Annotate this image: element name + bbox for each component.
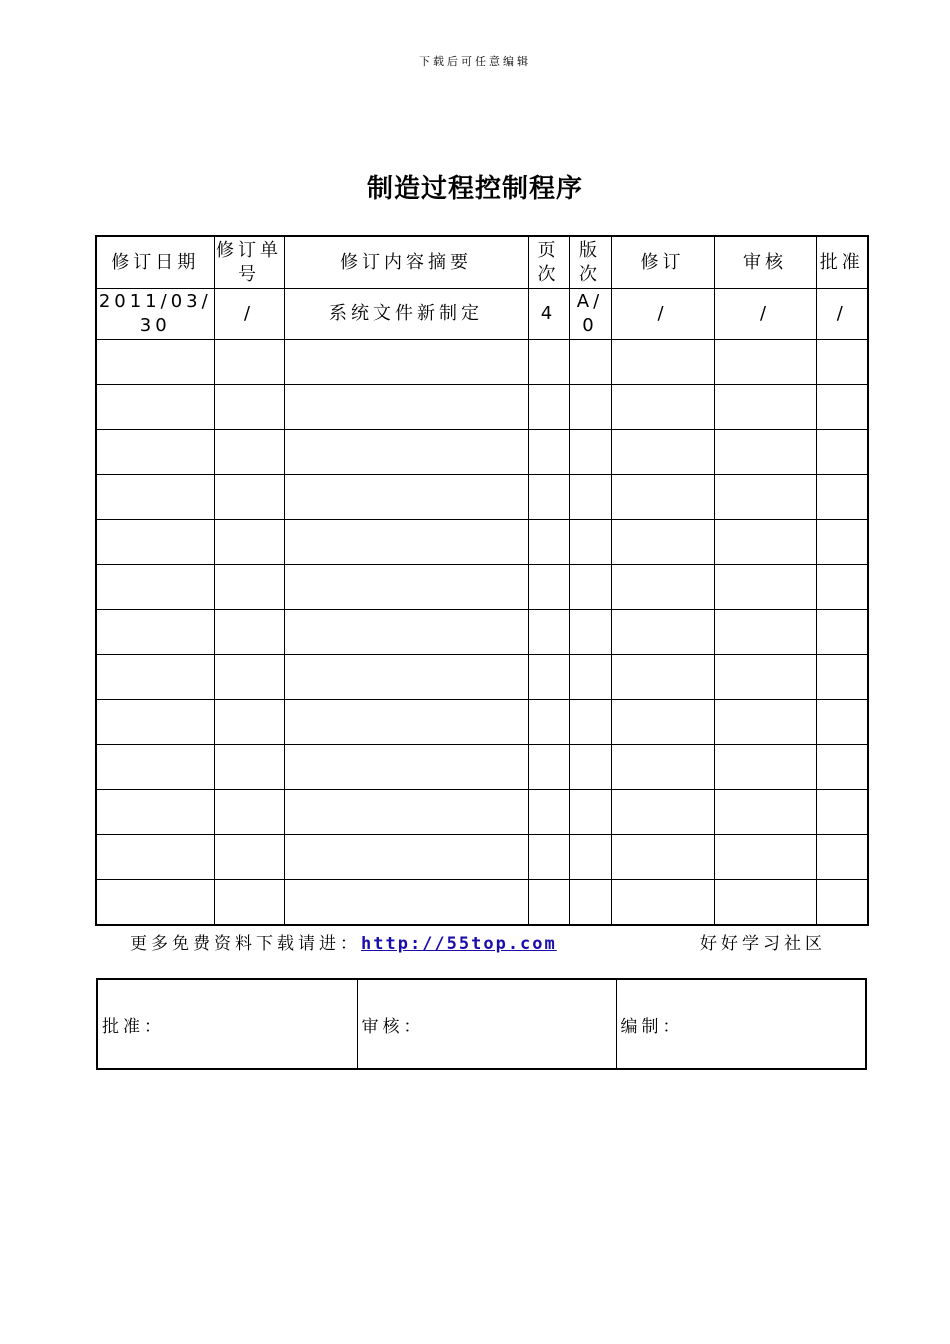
table-row-empty — [96, 520, 868, 565]
cell-order-no: / — [214, 289, 284, 340]
header-revision-summary: 修订内容摘要 — [284, 236, 528, 289]
table-row-empty — [96, 655, 868, 700]
header-revision-date: 修订日期 — [96, 236, 214, 289]
table-row-empty — [96, 745, 868, 790]
document-title: 制造过程控制程序 — [366, 174, 583, 204]
signoff-approve: 批准： — [97, 979, 357, 1069]
table-row-empty — [96, 700, 868, 745]
signoff-row — [97, 979, 866, 1069]
table-row-empty — [96, 565, 868, 610]
signoff-prepare: 编制： — [616, 979, 866, 1069]
download-link[interactable]: http://55top.com — [361, 934, 557, 954]
cell-approved-by: / — [816, 289, 868, 340]
revision-history-table — [95, 235, 869, 926]
table-row-empty — [96, 385, 868, 430]
table-row — [96, 289, 868, 340]
header-revision-order-no: 修订单号 — [214, 236, 284, 289]
header-page: 页次 — [528, 236, 569, 289]
header-approved-by: 批准 — [816, 236, 868, 289]
header-version: 版次 — [569, 236, 611, 289]
table-row-empty — [96, 880, 868, 926]
cell-summary: 系统文件新制定 — [284, 289, 528, 340]
cell-reviewed-by: / — [714, 289, 816, 340]
table-row-empty — [96, 610, 868, 655]
signoff-review: 审核： — [357, 979, 616, 1069]
table-row-empty — [96, 340, 868, 385]
footer-line — [130, 929, 870, 955]
header-note: 下载后可任意编辑 — [419, 55, 531, 68]
table-row-empty — [96, 835, 868, 880]
header-revised-by: 修订 — [611, 236, 714, 289]
cell-version: A/0 — [569, 289, 611, 340]
cell-page: 4 — [528, 289, 569, 340]
cell-revised-by: / — [611, 289, 714, 340]
table-row-empty — [96, 475, 868, 520]
table-row-empty — [96, 430, 868, 475]
cell-date: 2011/03/30 — [96, 289, 214, 340]
table-header-row — [96, 236, 868, 289]
signoff-table — [96, 978, 867, 1070]
footer-download-prompt: 更多免费资料下载请进：http://55top.com — [130, 934, 557, 954]
table-row-empty — [96, 790, 868, 835]
header-reviewed-by: 审核 — [714, 236, 816, 289]
footer-slogan: 好好学习社区 — [700, 934, 826, 954]
